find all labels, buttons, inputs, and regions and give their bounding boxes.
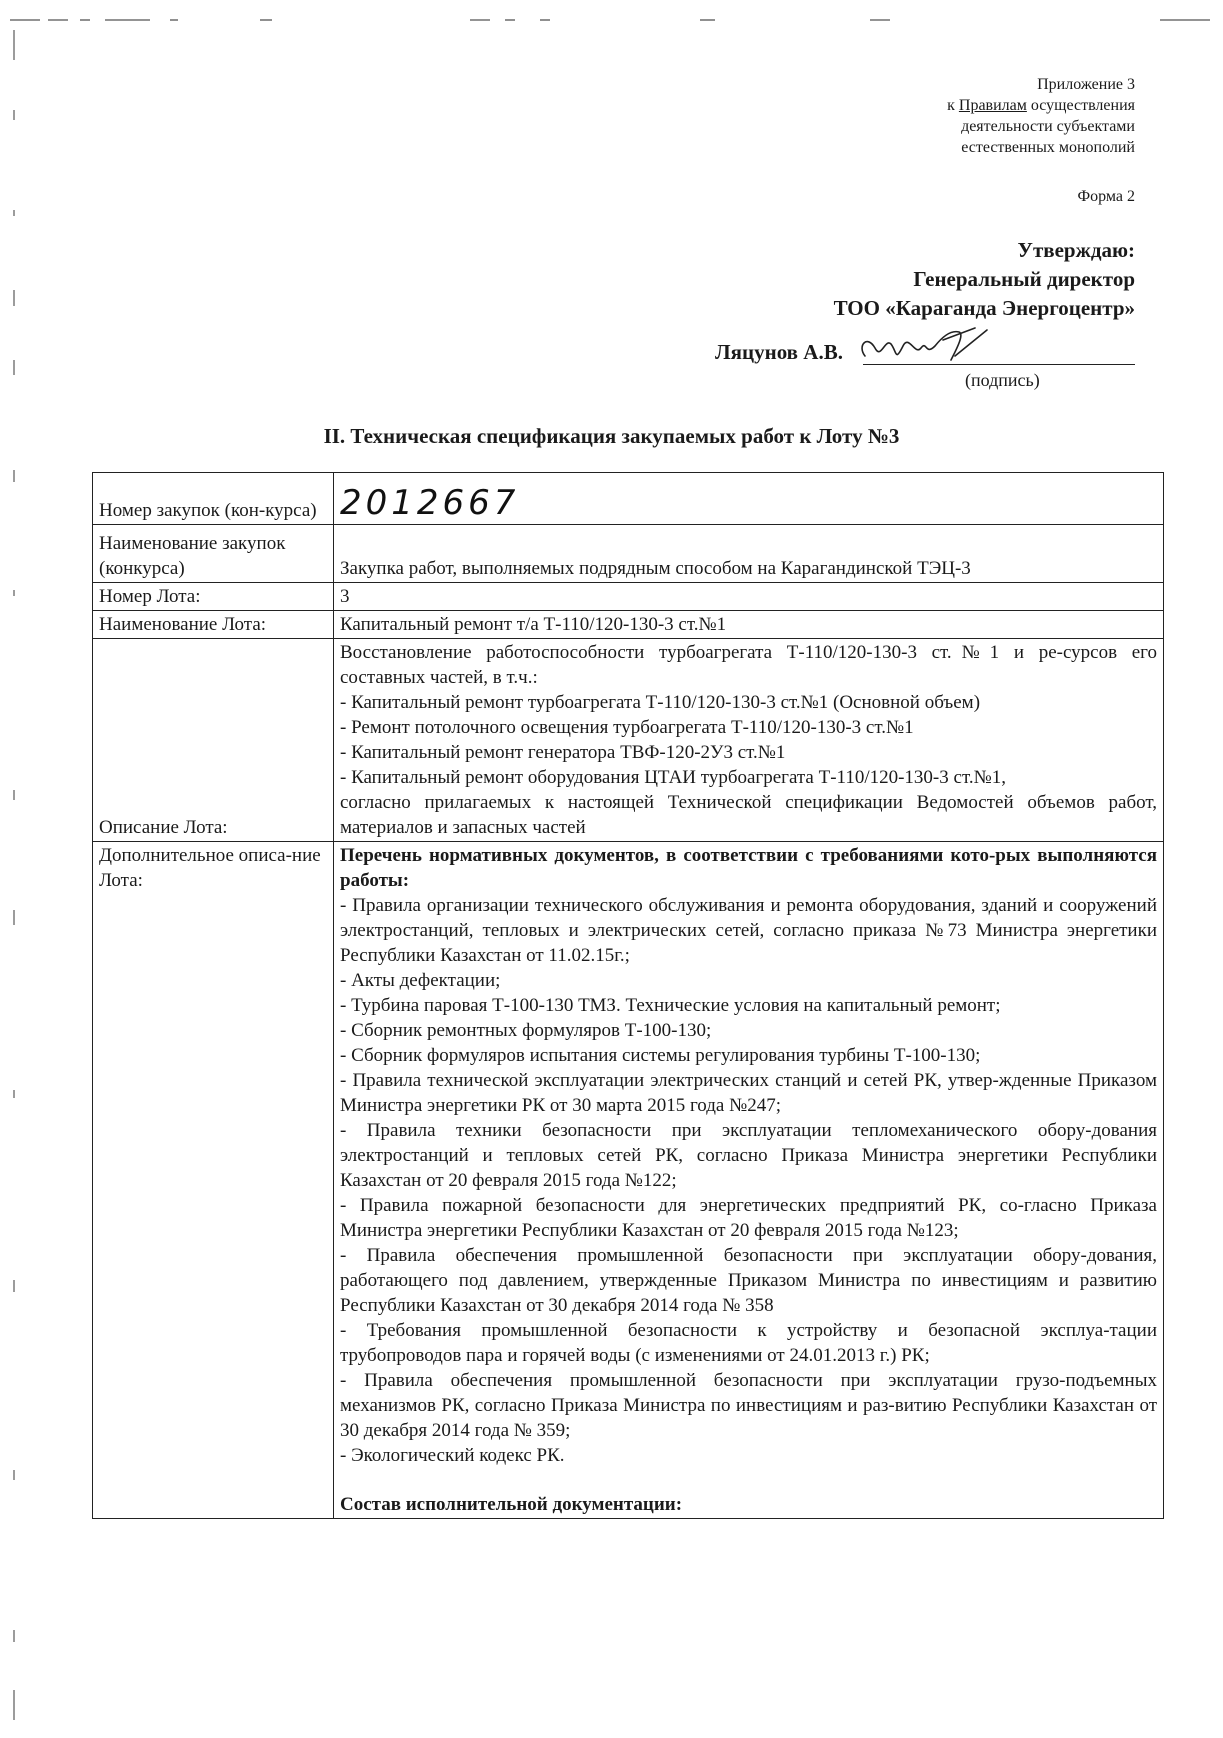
approval-line-2: Генеральный директор	[913, 267, 1135, 291]
form-label: Форма 2	[1077, 188, 1135, 205]
approval-line-1: Утверждаю:	[1017, 238, 1135, 262]
annex-line-1: Приложение 3	[1037, 76, 1135, 93]
handwritten-signature	[855, 326, 995, 374]
table-row	[93, 583, 1164, 611]
normative-document-item: - Правила обеспечения промышленной безопасности при эксплуатации обору-дования, работающего под давлением, утвержденные Приказом Министра по инвестициям и развитию Республики Казахстан от 30 декабря 2014 года № 358	[340, 1245, 1157, 1316]
normative-document-item: - Правила пожарной безопасности для энергетических предприятий РК, со-гласно Приказа Министра энергетики Республики Казахстан от 20 февраля 2015 года №123;	[340, 1195, 1157, 1241]
specification-table	[92, 472, 1164, 1519]
lot-description-line: согласно прилагаемых к настоящей Технической спецификации Ведомостей объемов работ, материалов и запасных частей	[340, 792, 1157, 838]
annex-line-3: деятельности субъектами	[961, 118, 1135, 135]
normative-document-item: - Сборник формуляров испытания системы регулирования турбины Т-100-130;	[340, 1045, 981, 1066]
normative-document-item: - Правила обеспечения промышленной безопасности при эксплуатации грузо-подъемных механизмов РК, согласно Приказа Министра по инвестициям и раз-витию Республики Казахстан от 30 декабря 2014 года № 359;	[340, 1370, 1157, 1441]
table-row	[93, 639, 1164, 842]
spacer	[340, 1468, 1157, 1492]
signer-name: Ляцунов А.В.	[715, 340, 843, 364]
annex-reference	[947, 74, 1135, 158]
rules-link: Правилам	[958, 97, 1027, 114]
approval-line-3: ТОО «Караганда Энергоцентр»	[833, 296, 1135, 320]
normative-document-item: - Правила технической эксплуатации электрических станций и сетей РК, утвер-жденные Приказом Министра энергетики РК от 30 марта 2015 года №247;	[340, 1070, 1157, 1116]
scan-artifact-top	[10, 14, 1210, 28]
lot-description-line: - Капитальный ремонт турбоагрегата Т-110/120-130-3 ст.№1 (Основной объем)	[340, 692, 981, 713]
normative-document-item: - Акты дефектации;	[340, 970, 501, 991]
lot-name-value: Капитальный ремонт т/а Т-110/120-130-3 ст.№1	[334, 611, 1164, 639]
normative-document-item: - Сборник ремонтных формуляров Т-100-130;	[340, 1020, 712, 1041]
normative-document-item: - Требования промышленной безопасности к устройству и безопасной эксплуа-тации трубопроводов пара и горячей воды (с изменениями от 24.01.2013 г.) РК;	[340, 1320, 1157, 1366]
lot-description-label: Описание Лота:	[93, 639, 334, 842]
lot-description-line: - Капитальный ремонт генератора ТВФ-120-2У3 ст.№1	[340, 742, 786, 763]
annex-line-2	[947, 95, 1135, 116]
table-row	[93, 611, 1164, 639]
approval-block	[834, 236, 1135, 323]
normative-document-item: - Турбина паровая Т-100-130 ТМЗ. Технические условия на капитальный ремонт;	[340, 995, 1001, 1016]
normative-documents-heading: Перечень нормативных документов, в соответствии с требованиями кото-рых выполняются работы:	[340, 845, 1157, 891]
signature-caption: (подпись)	[965, 370, 1040, 390]
scan-artifact-left	[10, 30, 20, 1730]
procurement-number-value	[334, 473, 1164, 525]
section-heading: II. Техническая спецификация закупаемых работ к Лоту №3	[323, 424, 900, 448]
lot-description-line: Восстановление работоспособности турбоагрегата Т-110/120-130-3 ст.№1 и ре-сурсов его составных частей, в т.ч.:	[340, 642, 1157, 688]
lot-description-line: - Ремонт потолочного освещения турбоагрегата Т-110/120-130-3 ст.№1	[340, 717, 914, 738]
procurement-number-label: Номер закупок (кон-курса)	[93, 473, 334, 525]
normative-document-item: - Правила организации технического обслуживания и ремонта оборудования, зданий и сооружений электростанций, тепловых и электрических сетей, согласно приказа №73 Министра энергетики Республики Казахстан от 11.02.15г.;	[340, 895, 1157, 966]
lot-number-label: Номер Лота:	[93, 583, 334, 611]
procurement-name-value: Закупка работ, выполняемых подрядным способом на Карагандинской ТЭЦ-3	[334, 525, 1164, 583]
annex-line-2-prefix: к	[947, 97, 959, 114]
table-row	[93, 842, 1164, 1519]
annex-line-2-suffix: осуществления	[1026, 97, 1135, 114]
lot-description-line: - Капитальный ремонт оборудования ЦТАИ турбоагрегата Т-110/120-130-3 ст.№1,	[340, 767, 1006, 788]
procurement-name-label: Наименование закупок (конкурса)	[93, 525, 334, 583]
signature-row	[715, 340, 1135, 392]
table-row	[93, 473, 1164, 525]
lot-number-value: 3	[334, 583, 1164, 611]
table-row	[93, 525, 1164, 583]
additional-description-value	[334, 842, 1164, 1519]
normative-document-item: - Экологический кодекс РК.	[340, 1445, 565, 1466]
additional-description-label: Дополнительное описа-ние Лота:	[93, 842, 334, 1519]
procurement-number-handwritten: 2012667	[340, 483, 520, 523]
normative-document-item: - Правила техники безопасности при эксплуатации тепломеханического обору-дования электростанций и тепловых сетей РК, согласно Приказа Министра энергетики Республики Казахстан от 20 февраля 2015 года №122;	[340, 1120, 1157, 1191]
lot-name-label: Наименование Лота:	[93, 611, 334, 639]
annex-line-4: естественных монополий	[961, 139, 1135, 156]
documentation-heading: Состав исполнительной документации:	[340, 1494, 683, 1515]
lot-description-value	[334, 639, 1164, 842]
